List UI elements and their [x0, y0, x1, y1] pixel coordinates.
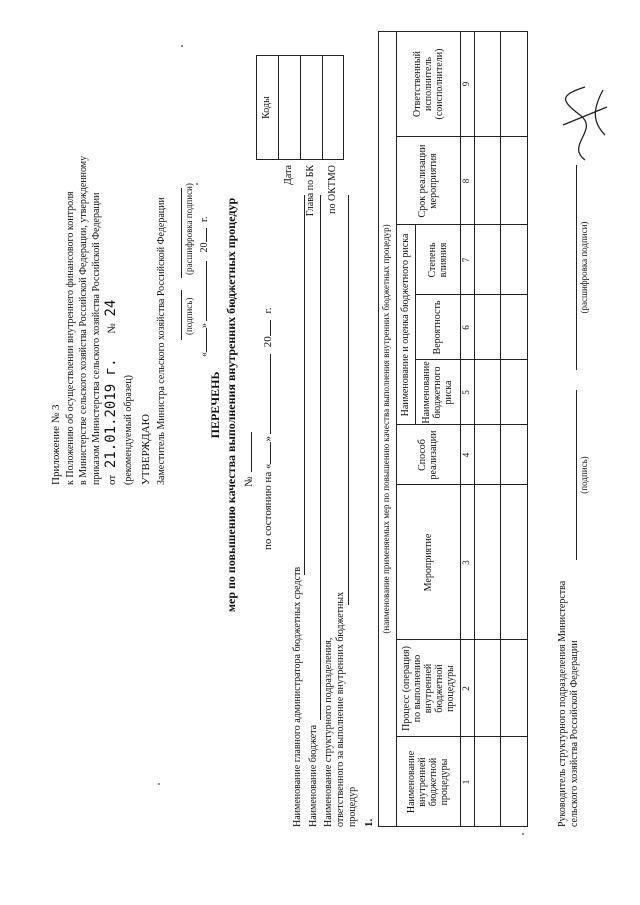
as-of-date-row: по состоянию на «» 20 г. — [262, 307, 274, 550]
col-header-6: Вероятность — [432, 300, 443, 355]
col-header-5: Наименование бюджетного риска — [421, 361, 454, 424]
budget-name-label: Наименование бюджета — [308, 724, 319, 827]
header-line-1: к Положению об осуществлении внутреннего финансового контроля — [65, 191, 76, 485]
footer-decode-line — [576, 165, 577, 370]
scan-speck — [522, 833, 524, 835]
col-number-8: 8 — [461, 178, 472, 184]
col-number-7: 7 — [461, 257, 472, 263]
risk-group-header: Наименование и оценка бюджетного риска — [400, 233, 411, 417]
header-line-3: приказом Министерства сельского хозяйства Российской Федерации — [91, 192, 102, 485]
approval-date-row: «» 20 г. — [199, 216, 210, 357]
division-name-line — [348, 195, 349, 605]
admin-name-label: Наименование главного администратора бюджетных средств — [292, 566, 303, 827]
col-number-6: 6 — [461, 325, 472, 330]
codes-oktmo-label: по ОКТМО — [327, 165, 338, 214]
footer-head-line-2: сельского хозяйства Российской Федерации — [569, 640, 580, 827]
approver-sign-line — [181, 290, 182, 340]
col-number-3: 3 — [461, 560, 472, 565]
footer-sign-line — [576, 390, 577, 560]
col-header-4: Способ реализации — [417, 430, 439, 480]
handwritten-signature — [555, 75, 615, 165]
appendix-label: Приложение № 3 — [50, 404, 62, 485]
codes-date-label: Дата — [283, 165, 294, 185]
division-label-line-3: процедур — [347, 786, 358, 827]
approver-position: Заместитель Министра сельского хозяйства Российской Федерации — [156, 197, 167, 485]
division-label-line-1: Наименование структурного подразделения, — [323, 637, 334, 827]
budget-name-line — [320, 195, 321, 720]
codes-bk-label: Глава по БК — [305, 165, 316, 217]
scan-speck — [181, 45, 183, 47]
admin-name-line — [304, 195, 305, 575]
footer-decode-caption: (расшифровка подписи) — [579, 221, 589, 314]
header-line-2: в Министерстве сельского хозяйства Российской Федерации, утвержденному — [78, 155, 89, 485]
col-number-5: 5 — [461, 390, 472, 395]
col-header-7: Степень влияния — [426, 242, 449, 278]
col-number-1: 1 — [461, 779, 472, 785]
scan-speck — [196, 183, 198, 185]
order-number: 24 — [103, 299, 119, 317]
footer-sign-caption: (подпись) — [579, 456, 589, 494]
col-number-9: 9 — [461, 81, 472, 87]
col-header-9: Ответственный исполнитель (соисполнители) — [411, 48, 445, 120]
col-header-1: Наименование внутренней бюджетной процедуры — [406, 750, 450, 814]
order-date: 21.01.2019 г. — [103, 358, 119, 469]
approver-decode-caption: (расшифровка подписи) — [184, 183, 194, 275]
recommended-sample: (рекомендуемый образец) — [123, 375, 134, 485]
approver-decode-line — [181, 188, 182, 278]
approval-heading: УТВЕРЖДАЮ — [140, 414, 152, 485]
col-header-2: Процесс (операция) по выполнению внутренней бюджетной процедуры — [400, 646, 456, 731]
section-number: 1. — [363, 818, 375, 827]
col-number-4: 4 — [461, 452, 472, 458]
document-number-row: № — [243, 433, 255, 488]
document-subtitle: мер по повышению качества выполнения внутренних бюджетных процедур — [224, 197, 238, 613]
col-header-3: Мероприятие — [422, 533, 434, 592]
col-number-2: 2 — [461, 686, 472, 691]
date-prefix: от — [106, 474, 118, 485]
order-number-prefix: № — [106, 323, 118, 334]
scan-speck — [158, 783, 160, 785]
document-title: ПЕРЕЧЕНЬ — [208, 371, 222, 439]
approver-sign-caption: (подпись) — [184, 297, 194, 335]
col-header-8: Срок реализации мероприятия — [417, 144, 439, 218]
footer-head-line-1: Руководитель структурного подразделения Министерства — [557, 580, 568, 827]
table-band-header: (наименование применяемых мер по повышению качества выполнения внутренних бюджетных процедур) — [381, 224, 392, 634]
order-date-row — [103, 300, 119, 485]
division-label-line-2: ответственного за выполнение внутренних бюджетных — [335, 591, 346, 827]
codes-header: Коды — [261, 96, 272, 119]
